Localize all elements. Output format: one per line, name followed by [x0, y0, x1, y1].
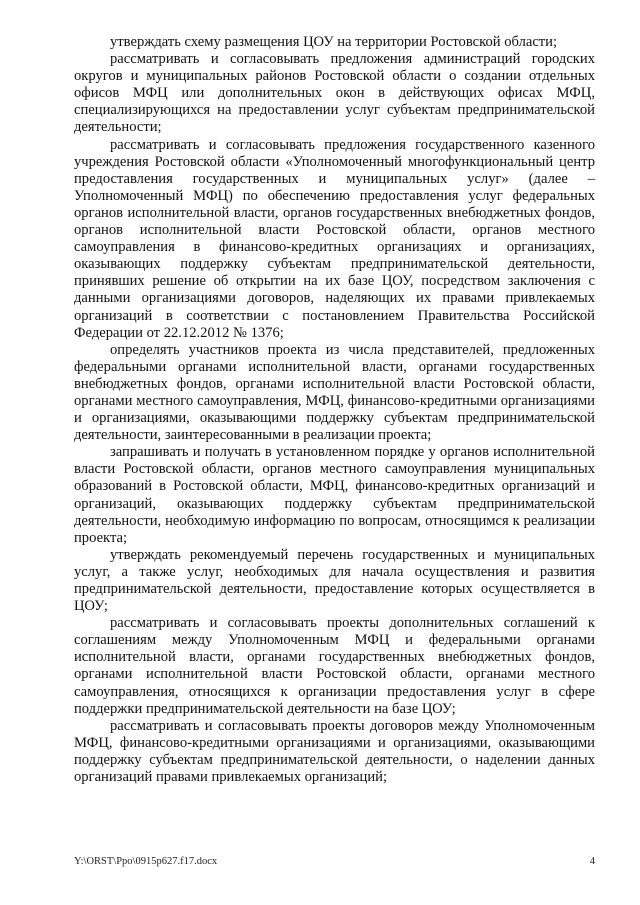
- paragraph: запрашивать и получать в установленном порядке у органов исполнительной власти Ростовской области, органов местного самоуправления муниципальных образований в Ростовской области, МФЦ, финансово-кредитных организаций и организаций, оказывающих поддержку субъектам предпринимательской деятельности, необходимую информацию по вопросам, относящимся к реализации проекта;: [74, 444, 595, 546]
- paragraph: определять участников проекта из числа представителей, предложенных федеральными органами исполнительной власти, органами государственных внебюджетных фондов, органами исполнительной власти Ростовской области, органами местного самоуправления, МФЦ, финансово-кредитными организациями и организациями, оказывающими поддержку субъектам предпринимательской деятельности, заинтересованными в реализации проекта;: [74, 341, 595, 444]
- page-footer: [74, 856, 595, 867]
- paragraph: утверждать схему размещения ЦОУ на территории Ростовской области;: [110, 34, 558, 50]
- paragraph: рассматривать и согласовывать проекты договоров между Уполномоченным МФЦ, финансово-кредитными организациями и организациями, оказывающими поддержку субъектам предпринимательской деятельности, о наделении данных организаций правами привлекаемых организаций;: [74, 717, 595, 786]
- footer-file-path: Y:\ORST\Ppo\0915p627.f17.docx: [74, 856, 218, 867]
- paragraph: рассматривать и согласовывать предложения государственного казенного учреждения Ростовской области «Уполномоченный многофункциональный центр предоставления государственных и муниципальных услуг» (далее – Уполномоченный МФЦ) по обеспечению предоставления услуг федеральных органов исполнительной власти, органов государственных внебюджетных фондов, органов исполнительной власти Ростовской области, органов местного самоуправления в финансово-кредитных организациях и организациях, оказывающих поддержку субъектам предпринимательской деятельности, принявших решение об открытии на их базе ЦОУ, посредством заключения с данными организациями договоров, наделяющих их правами привлекаемых организаций в соответствии с постановлением Правительства Российской Федерации от 22.12.2012 № 1376;: [74, 136, 595, 341]
- paragraph: рассматривать и согласовывать проекты дополнительных соглашений к соглашениям между Уполномоченным МФЦ и федеральными органами исполнительной власти, органами государственных внебюджетных фондов, органами исполнительной власти Ростовской области, органами местного самоуправления, относящихся к организации предоставления услуг в сфере поддержки предпринимательской деятельности на базе ЦОУ;: [74, 615, 595, 717]
- paragraph: утверждать рекомендуемый перечень государственных и муниципальных услуг, а также услуг, необходимых для начала осуществления и развития предпринимательской деятельности, предоставление которых осуществляется в ЦОУ;: [74, 546, 595, 615]
- document-body: [74, 34, 595, 786]
- page-number: 4: [589, 856, 595, 867]
- paragraph: рассматривать и согласовывать предложения администраций городских округов и муниципальных районов Ростовской области о создании отдельных офисов МФЦ или дополнительных окон в действующих офисах МФЦ, специализирующихся на предоставлении услуг субъектам предпринимательской деятельности;: [74, 51, 595, 136]
